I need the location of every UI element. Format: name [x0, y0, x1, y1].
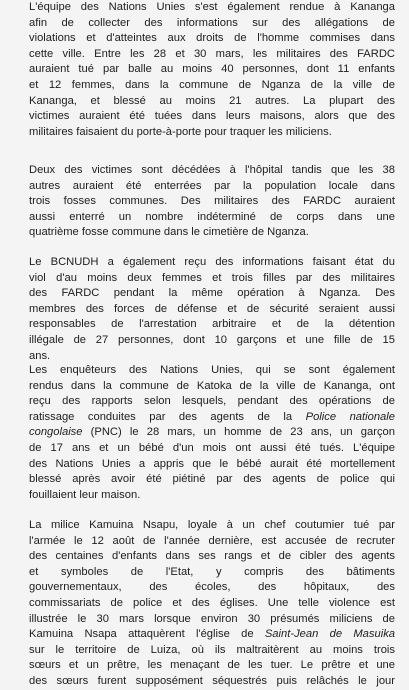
text-segment: (PNC) le 28 mars, un homme de 23 ans, un garçon [82, 426, 395, 439]
text-line: responsables de l'arrestation arbitraire et de la détention [29, 318, 395, 331]
text-line: militaires faisaient du porte-à-porte pour traquer les miliciens. [29, 125, 332, 138]
text-line: et symboles de l'Etat, y compris des bâtiments [29, 565, 395, 578]
italic-text: congolaise [29, 426, 83, 439]
text-segment: ratissage conduites par des agents de la [29, 410, 293, 423]
text-line: de 17 ans et un bébé d'un mois ont aussi été tués. L'équipe [29, 441, 395, 454]
text-line: violations et d'atteintes aux droits de l'homme commises dans [29, 32, 395, 45]
text-line: l'armée le 12 août de l'année dernière, est accusée de recruter [29, 534, 395, 547]
text-line: Kananga, et blessé au moins 21 autres. La plupart des [29, 94, 395, 107]
text-line: La milice Kamuina Nsapu, loyale à un chef coutumier tué par [29, 519, 395, 531]
text-line: blessé après avoir été piétiné par des agents de police qui [29, 473, 395, 486]
paragraph-mass-graves [29, 163, 395, 241]
text-line: sur le territoire de Luiza, où ils maltraitèrent au moins trois [29, 643, 395, 656]
text-segment: Kamuina Nsapa attaquèrent l'église de [29, 628, 254, 641]
text-line: des Nations Unies a appris que le bébé aurait été mortellement [29, 457, 395, 470]
text-line: membres des forces de défense et de sécurité seraient aussi [29, 302, 395, 315]
text-line: et 12 femmes, dans la commune de Nganza de la ville de [29, 78, 395, 91]
text-line: fouillaient leur maison. [29, 488, 141, 501]
text-line: auraient tué par balle au moins 40 personnes, dont 11 enfants [29, 63, 395, 76]
text-line: sœurs et un prêtre, les menaçant de les tuer. Le prêtre et une [29, 659, 395, 672]
text-line: illégale de 27 personnes, dont 10 garçons et une fille de 15 [29, 333, 395, 346]
text-line [29, 627, 395, 643]
text-line: trois fosses communes. Des militaires des FARDC auraient [29, 195, 395, 208]
italic-text: Police nationale [305, 410, 395, 423]
text-line: des FARDC pendant la même opération à Nganza. Des [29, 287, 395, 300]
paragraph-bcnudh-reports [29, 255, 395, 364]
text-line: viol d'au moins deux femmes et trois filles par des militaires [29, 271, 395, 284]
text-line: aussi enterré un nombre indéterminé de corps dans une [29, 210, 395, 223]
text-line: Deux des victimes sont décédées à l'hôpital tandis que les 38 [29, 164, 395, 176]
text-line: afin de collecter des informations sur des allégations de [29, 16, 395, 29]
text-line: Le BCNUDH a également reçu des informations faisant état du [29, 256, 395, 268]
text-line: cette ville. Entre les 28 et 30 mars, les militaires des FARDC [29, 47, 395, 60]
text-line: quatrième fosse commune dans le cimetière de Nganza. [29, 226, 309, 239]
italic-text: Saint-Jean de Masuika [264, 628, 396, 641]
text-line: commissariats de police et des églises. Une telle violence est [29, 596, 395, 609]
text-line [29, 425, 395, 441]
text-line: autres auraient été enterrées par la population locale dans [29, 179, 395, 192]
text-line: des centaines d'enfants dans ses rangs et de cibler des agents [29, 550, 395, 563]
paragraph-kananga-investigation [29, 0, 395, 140]
text-line: ans. [29, 349, 51, 362]
text-line [29, 410, 395, 426]
text-line: des sœurs furent supposément séquestrés puis relâchés le jour [29, 674, 395, 687]
text-line: L'équipe des Nations Unies s'est également rendue à Kananga [29, 1, 395, 13]
text-line: victimes auraient été tuées dans leurs maisons, alors que des [29, 110, 395, 123]
text-line: illustrée le 30 mars lorsque environ 30 présumés miliciens de [29, 612, 395, 625]
paragraph-kamuina-nsapu-militia [29, 518, 395, 690]
paragraph-katoka-commune [29, 363, 395, 503]
text-line: gouvernementaux, des écoles, des hôpitaux, des [29, 581, 395, 594]
text-line: rendus dans la commune de Katoka de la ville de Kananga, ont [29, 379, 395, 392]
text-line: reçu des rapports selon lesquels, pendant des opérations de [29, 395, 395, 408]
text-line: Les enquêteurs des Nations Unies, qui se sont également [29, 364, 395, 376]
